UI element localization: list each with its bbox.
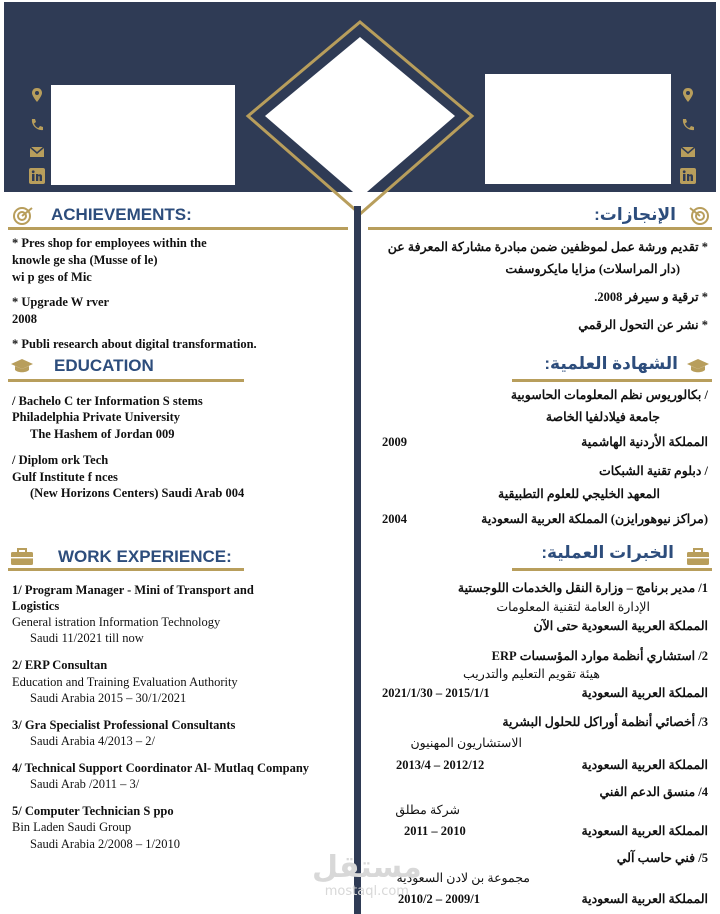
target-icon bbox=[12, 206, 34, 226]
phone-icon bbox=[680, 117, 696, 133]
education-line-ar: / بكالوريوس نظم المعلومات الحاسوبية bbox=[510, 388, 708, 402]
work-line-ar: المملكة العربية السعودية حتى الآن bbox=[533, 619, 708, 633]
education-line: (New Horizons Centers) Saudi Arab 004 bbox=[30, 486, 245, 500]
location-icon bbox=[680, 87, 696, 103]
education-line: Gulf Institute f nces bbox=[12, 470, 118, 484]
achievement-line: knowle ge sha (Musse of le) bbox=[12, 253, 158, 267]
achievements-title-en: ACHIEVEMENTS: bbox=[51, 205, 192, 224]
mail-icon bbox=[29, 143, 45, 159]
education-line: Philadelphia Private University bbox=[12, 410, 181, 424]
work-line-ar: 5/ فني حاسب آلي bbox=[616, 851, 708, 865]
graduation-cap-icon bbox=[10, 358, 34, 374]
work-line: 2/ ERP Consultan bbox=[12, 658, 108, 672]
achievement-line-ar: * تقديم ورشة عمل لموظفين ضمن مبادرة مشاركة المعرفة عن bbox=[387, 240, 708, 254]
work-title-en: WORK EXPERIENCE: bbox=[58, 547, 232, 566]
location-icon bbox=[29, 87, 45, 103]
center-divider bbox=[354, 206, 361, 914]
work-rule-ar bbox=[512, 568, 712, 571]
work-line: Logistics bbox=[12, 599, 60, 613]
education-title-ar: الشهادة العلمية: bbox=[544, 354, 678, 373]
work-line: Saudi Arabia 4/2013 – 2/ bbox=[30, 734, 155, 748]
education-line-ar: (مراكز نيوهورايزن) المملكة العربية السعودية bbox=[481, 512, 708, 526]
work-line: General istration Information Technology bbox=[12, 615, 221, 629]
briefcase-icon bbox=[10, 548, 34, 566]
achievements-rule-ar bbox=[368, 227, 712, 230]
work-line-ar: المملكة العربية السعودية bbox=[581, 758, 708, 772]
education-line: The Hashem of Jordan 009 bbox=[30, 427, 175, 441]
work-line-ar: الإدارة العامة لتقنية المعلومات bbox=[496, 600, 650, 614]
education-rule-ar bbox=[512, 379, 712, 382]
mail-icon bbox=[680, 143, 696, 159]
education-line-ar: 2009 bbox=[382, 435, 407, 449]
achievements-rule-en bbox=[8, 227, 348, 230]
achievement-line: 2008 bbox=[12, 312, 37, 326]
work-line: Saudi Arabia 2015 – 30/1/2021 bbox=[30, 691, 187, 705]
achievement-line-ar: * ترقية و سيرفر 2008. bbox=[594, 290, 708, 304]
work-line-ar: مجموعة بن لادن السعودية bbox=[396, 871, 530, 885]
achievement-line: * Publi research about digital transformation. bbox=[12, 337, 257, 351]
achievement-line-ar: * نشر عن التحول الرقمي bbox=[578, 318, 708, 332]
graduation-cap-icon bbox=[686, 358, 710, 374]
phone-icon bbox=[29, 117, 45, 133]
work-line: 3/ Gra Specialist Professional Consultants bbox=[12, 718, 236, 732]
work-title-ar: الخبرات العملية: bbox=[541, 543, 674, 562]
watermark-arabic: مستقل bbox=[312, 850, 422, 885]
work-line-ar: 2/ استشاري أنظمة موارد المؤسسات ERP bbox=[491, 649, 708, 663]
work-line-ar: الاستشاريون المهنيون bbox=[410, 736, 522, 750]
work-line: Saudi Arab /2011 – 3/ bbox=[30, 777, 140, 791]
work-line-ar: 1/ مدير برنامج – وزارة النقل والخدمات اللوجستية bbox=[457, 581, 708, 595]
photo-placeholder-right bbox=[485, 74, 671, 184]
work-line: Saudi Arabia 2/2008 – 1/2010 bbox=[30, 837, 180, 851]
education-line-ar: 2004 bbox=[382, 512, 407, 526]
work-line-ar: شركة مطلق bbox=[395, 803, 460, 817]
work-line: 1/ Program Manager - Mini of Transport and bbox=[12, 583, 254, 597]
target-icon bbox=[688, 206, 710, 226]
work-line-ar: 2013/4 – 2012/12 bbox=[396, 758, 485, 772]
achievement-line-ar: (دار المراسلات) مزايا مايكروسفت bbox=[505, 262, 680, 276]
watermark-latin: mostaql.com bbox=[324, 884, 409, 899]
linkedin-icon bbox=[29, 168, 45, 184]
achievement-line: * Pres shop for employees within the bbox=[12, 236, 207, 250]
work-rule-en bbox=[8, 568, 244, 571]
diamond-frame bbox=[240, 20, 480, 216]
work-line: Bin Laden Saudi Group bbox=[12, 820, 132, 834]
education-line-ar: جامعة فيلادلفيا الخاصة bbox=[545, 410, 660, 424]
education-line-ar: المعهد الخليجي للعلوم التطبيقية bbox=[498, 487, 660, 501]
work-line-ar: المملكة العربية السعودية bbox=[581, 824, 708, 838]
work-line-ar: 2021/1/30 – 2015/1/1 bbox=[382, 686, 490, 700]
linkedin-icon bbox=[680, 168, 696, 184]
briefcase-icon bbox=[686, 548, 710, 566]
education-rule-en bbox=[8, 379, 244, 382]
education-line: / Bachelo C ter Information S stems bbox=[12, 394, 203, 408]
education-line: / Diplom ork Tech bbox=[12, 453, 109, 467]
work-line-ar: 2010/2 – 2009/1 bbox=[398, 892, 480, 906]
photo-placeholder-left bbox=[51, 85, 235, 185]
work-line-ar: المملكة العربية السعودية bbox=[581, 686, 708, 700]
work-line-ar: 2011 – 2010 bbox=[404, 824, 466, 838]
education-line-ar: المملكة الأردنية الهاشمية bbox=[581, 435, 708, 449]
work-line: Education and Training Evaluation Authority bbox=[12, 675, 238, 689]
work-line-ar: 3/ أخصائي أنظمة أوراكل للحلول البشرية bbox=[502, 715, 708, 729]
achievement-line: wi p ges of Mic bbox=[12, 270, 92, 284]
work-line-ar: هيئة تقويم التعليم والتدريب bbox=[462, 667, 600, 681]
work-line: Saudi 11/2021 till now bbox=[30, 631, 144, 645]
achievement-line: * Upgrade W rver bbox=[12, 295, 110, 309]
work-line: 4/ Technical Support Coordinator Al- Mutlaq Company bbox=[12, 761, 310, 775]
watermark bbox=[312, 852, 422, 899]
education-title-en: EDUCATION bbox=[54, 356, 154, 375]
education-line-ar: / دبلوم تقنية الشبكات bbox=[599, 464, 708, 478]
work-line-ar: 4/ منسق الدعم الفني bbox=[599, 785, 708, 799]
achievements-title-ar: الإنجازات: bbox=[594, 205, 676, 224]
work-line: 5/ Computer Technician S ppo bbox=[12, 804, 174, 818]
work-line-ar: المملكة العربية السعودية bbox=[581, 892, 708, 906]
